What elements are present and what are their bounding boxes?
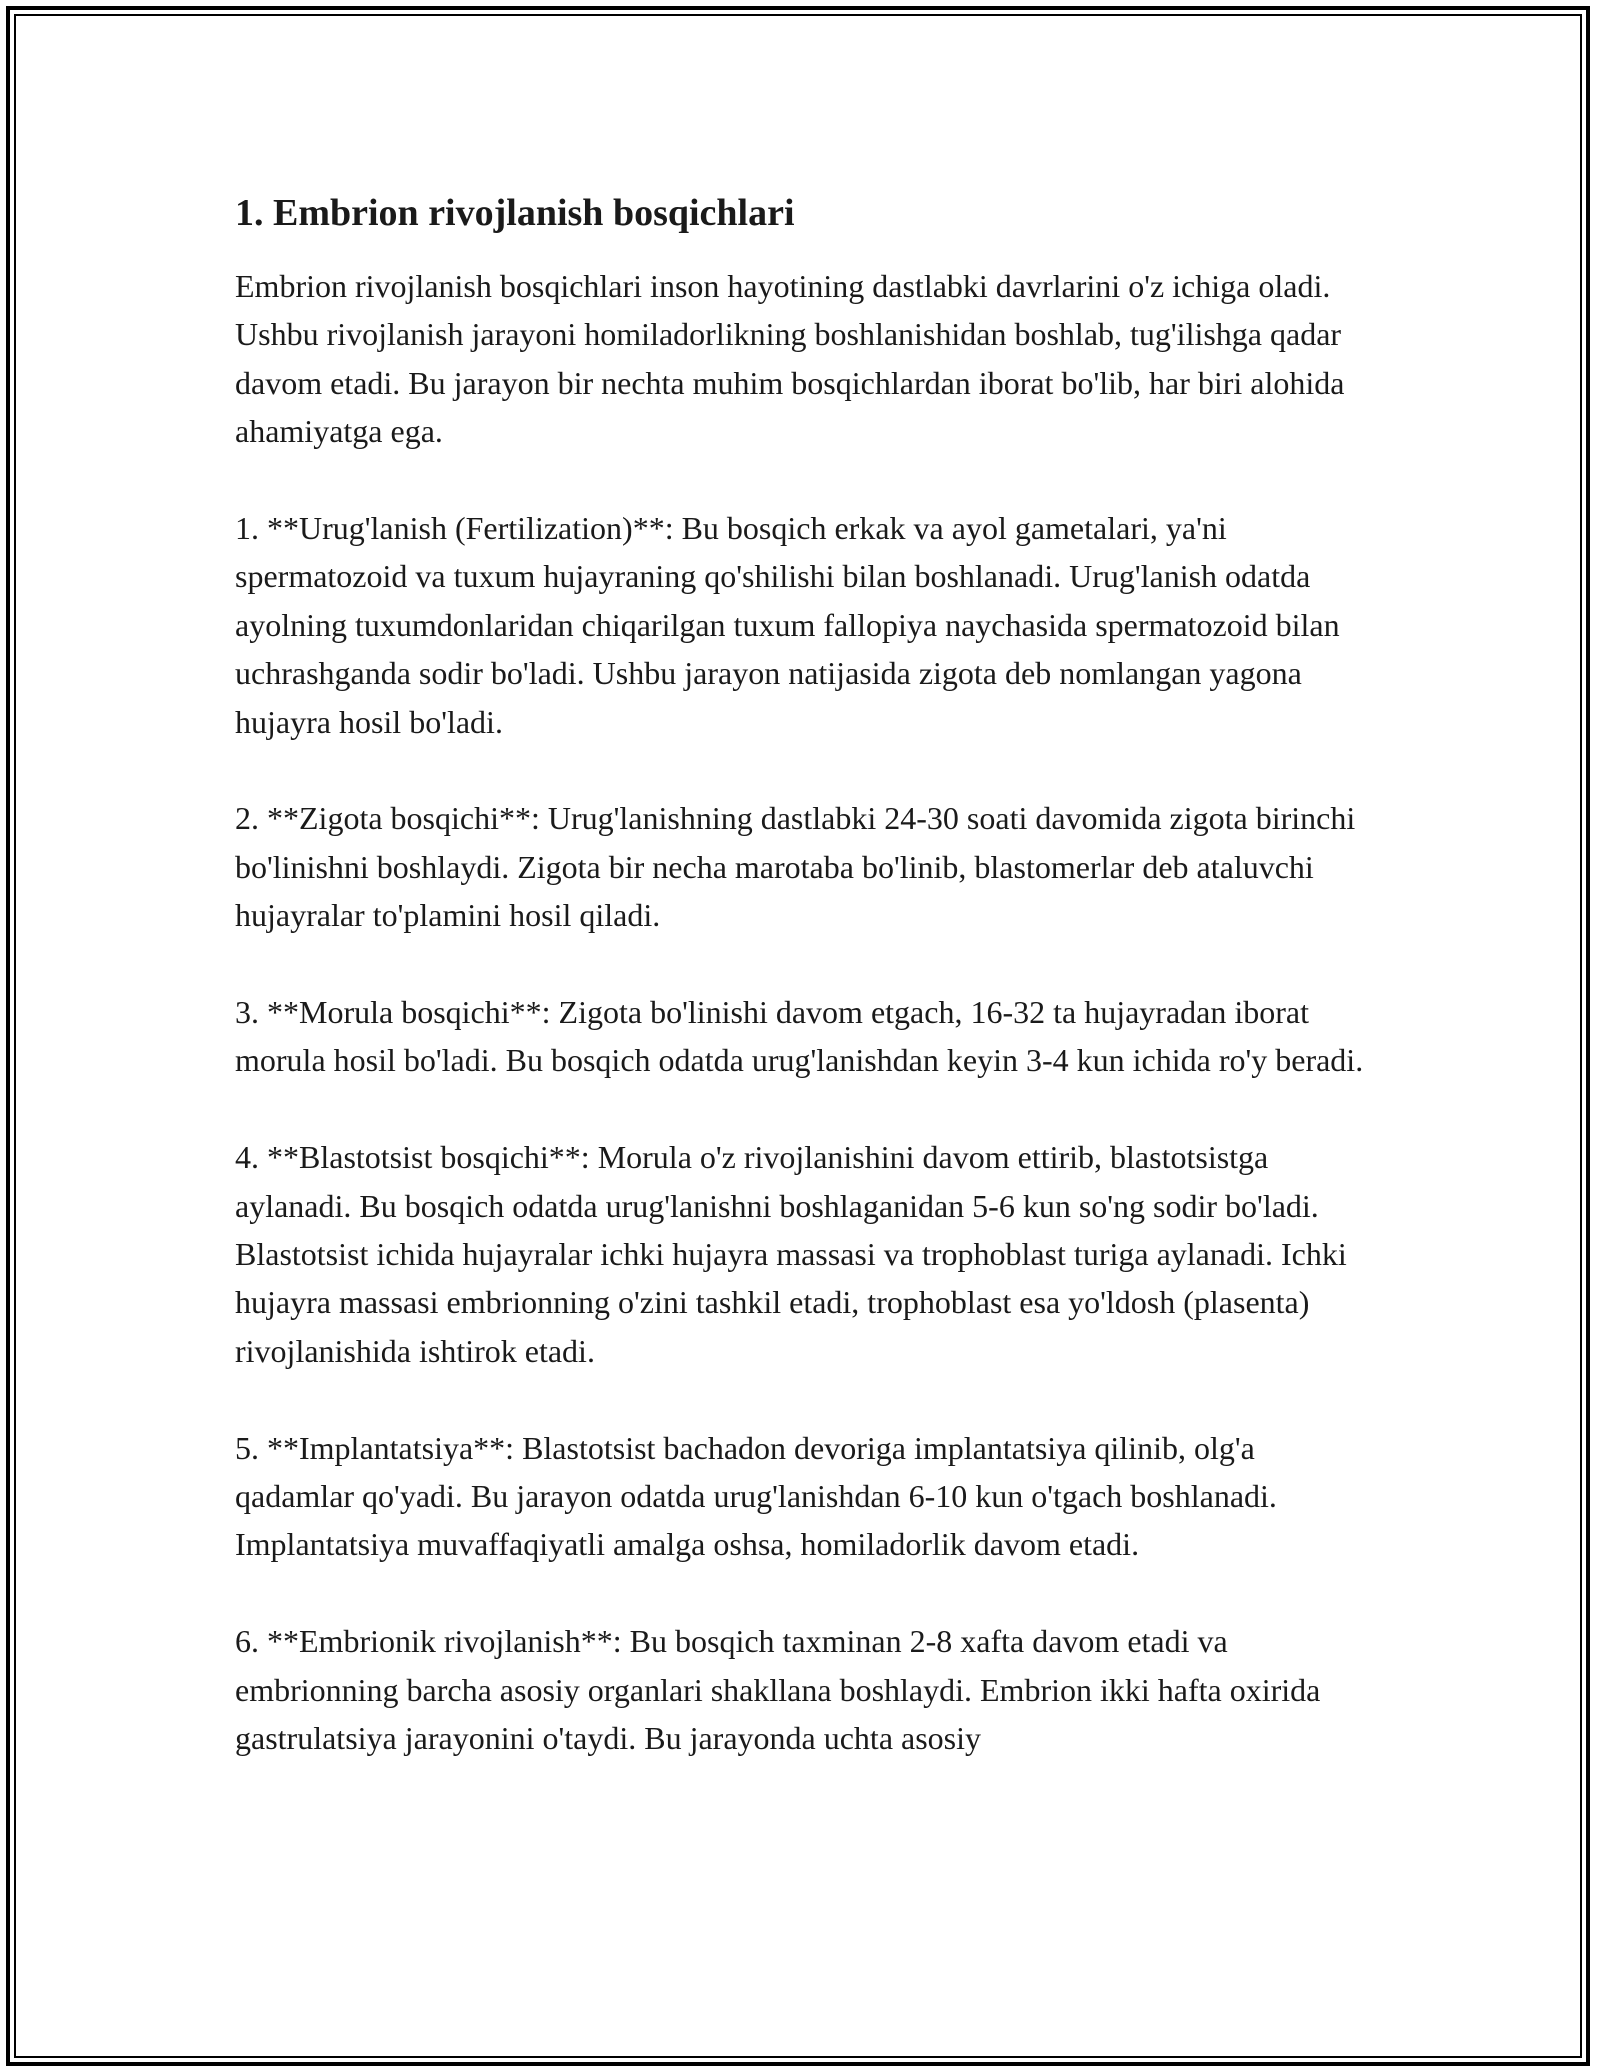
stage-paragraph-blastocyst: 4. **Blastotsist bosqichi**: Morula o'z rivojlanishini davom ettirib, blastotsistga aylanadi. Bu bosqich odatda urug'lanishni boshlaganidan 5-6 kun so'ng sodir bo'ladi. Blastotsist ichida hujayralar ichki hujayra massasi va trophoblast turiga aylanadi. Ichki hujayra massasi embrionning o'zini tashkil etadi, trophoblast esa yo'ldosh (plasenta) rivojlanishida ishtirok etadi. [235, 1139, 1347, 1369]
intro-paragraph: Embrion rivojlanish bosqichlari inson hayotining dastlabki davrlarini o'z ichiga oladi. Ushbu rivojlanish jarayoni homiladorlikning boshlanishidan boshlab, tug'ilishga qadar davom etadi. Bu jarayon bir nechta muhim bosqichlardan iborat bo'lib, har biri alohida ahamiyatga ega. [235, 268, 1345, 450]
stage-paragraph-embryonic: 6. **Embrionik rivojlanish**: Bu bosqich taxminan 2-8 xafta davom etadi va embrionning barcha asosiy organlari shakllana boshlaydi. Embrion ikki hafta oxirida gastrulatsiya jarayonini o'taydi. Bu jarayonda uchta asosiy [235, 1623, 1321, 1757]
stage-paragraph-implantation: 5. **Implantatsiya**: Blastotsist bachadon devoriga implantatsiya qilinib, olg'a qadamlar qo'yadi. Bu jarayon odatda urug'lanishdan 6-10 kun o'tgach boshlanadi. Implantatsiya muvaffaqiyatli amalga oshsa, homiladorlik davom etadi. [235, 1429, 1277, 1563]
section-heading: 1. Embrion rivojlanish bosqichlari [235, 192, 795, 234]
stage-paragraph-zygote: 2. **Zigota bosqichi**: Urug'lanishning dastlabki 24-30 soati davomida zigota birinchi bo'linishni boshlaydi. Zigota bir necha marotaba bo'linib, blastomerlar deb ataluvchi hujayralar to'plamini hosil qiladi. [235, 800, 1356, 934]
stage-paragraph-fertilization: 1. **Urug'lanish (Fertilization)**: Bu bosqich erkak va ayol gametalari, ya'ni spermatozoid va tuxum hujayraning qo'shilishi bilan boshlanadi. Urug'lanish odatda ayolning tuxumdonlaridan chiqarilgan tuxum fallopiya naychasida spermatozoid bilan uchrashganda sodir bo'ladi. Ushbu jarayon natijasida zigota deb nomlangan yagona hujayra hosil bo'ladi. [235, 510, 1340, 740]
document-body [235, 188, 1370, 1811]
stage-paragraph-morula: 3. **Morula bosqichi**: Zigota bo'linishi davom etgach, 16-32 ta hujayradan iborat morula hosil bo'ladi. Bu bosqich odatda urug'lanishdan keyin 3-4 kun ichida ro'y beradi. [235, 994, 1364, 1079]
